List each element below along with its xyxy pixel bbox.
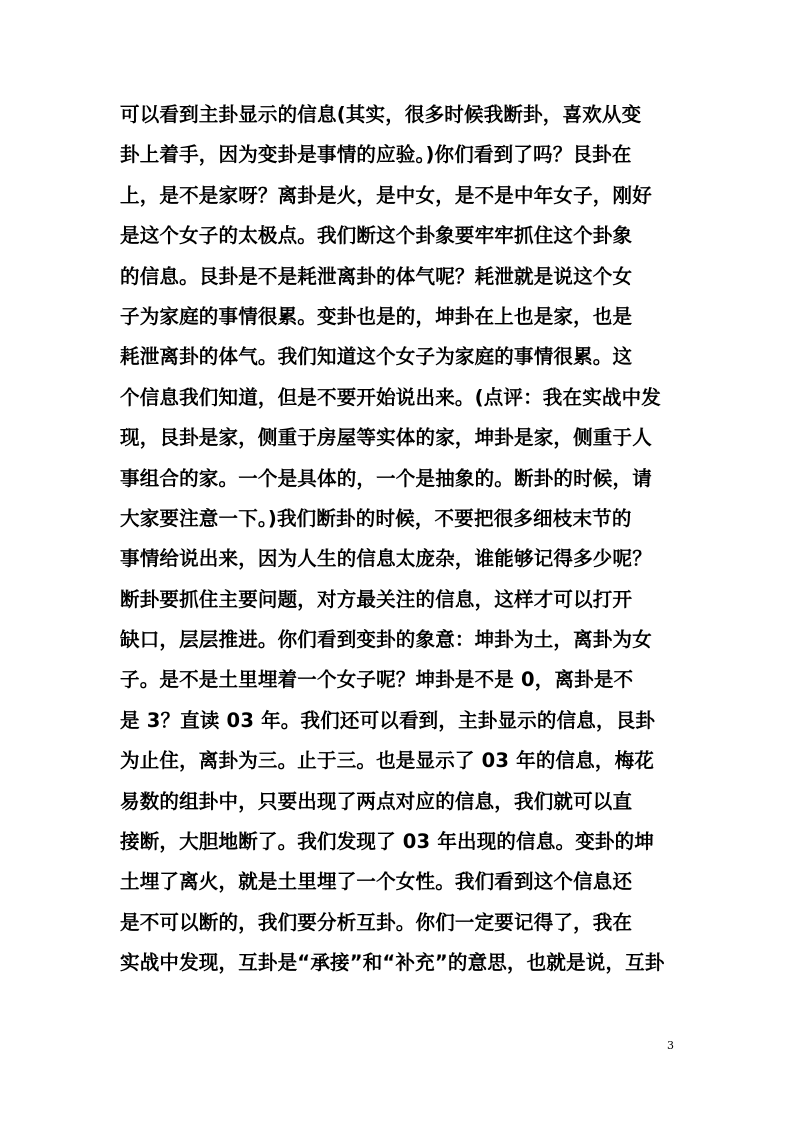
text-line-12: 事情给说出来，因为人生的信息太庞杂，谁能够记得多少呢？ — [120, 547, 652, 571]
text-line-10: 事组合的家。一个是具体的，一个是抽象的。断卦的时候，请 — [120, 466, 652, 490]
text-line-14: 缺口，层层推进。你们看到变卦的象意：坤卦为土，离卦为女 — [120, 628, 652, 652]
text-line-4: 是这个女子的太极点。我们断这个卦象要牢牢抓住这个卦象 — [120, 224, 633, 248]
text-line-2: 卦上着手，因为变卦是事情的应验。)你们看到了吗？艮卦在 — [120, 143, 632, 167]
text-line-3: 上，是不是家呀？离卦是火，是中女，是不是中年女子，刚好 — [120, 183, 652, 207]
text-line-20: 土埋了离火，就是土里埋了一个女性。我们看到这个信息还 — [120, 870, 633, 894]
body-text — [120, 95, 685, 984]
text-line-21: 是不可以断的，我们要分析互卦。你们一定要记得了，我在 — [120, 910, 633, 934]
text-line-17: 为止住，离卦为三。止于三。也是显示了 03 年的信息，梅花 — [120, 749, 655, 773]
text-line-18: 易数的组卦中，只要出现了两点对应的信息，我们就可以直 — [120, 789, 633, 813]
text-line-15: 子。是不是土里埋着一个女子呢？坤卦是不是 0，离卦是不 — [120, 668, 634, 692]
page-number: 3 — [667, 1039, 674, 1052]
text-line-8: 个信息我们知道，但是不要开始说出来。(点评：我在实战中发 — [120, 385, 662, 409]
text-line-9: 现，艮卦是家，侧重于房屋等实体的家，坤卦是家，侧重于人 — [120, 426, 652, 450]
text-line-7: 耗泄离卦的体气。我们知道这个女子为家庭的事情很累。这 — [120, 345, 633, 369]
text-line-16: 是 3？直读 03 年。我们还可以看到，主卦显示的信息，艮卦 — [120, 708, 656, 732]
text-line-22: 实战中发现，互卦是“承接”和“补充”的意思，也就是说，互卦 — [120, 951, 665, 975]
text-line-6: 子为家庭的事情很累。变卦也是的，坤卦在上也是家，也是 — [120, 304, 633, 328]
text-line-13: 断卦要抓住主要问题，对方最关注的信息，这样才可以打开 — [120, 587, 633, 611]
text-line-1: 可以看到主卦显示的信息(其实，很多时候我断卦，喜欢从变 — [120, 103, 642, 126]
text-line-19: 接断，大胆地断了。我们发现了 03 年出现的信息。变卦的坤 — [120, 830, 655, 854]
text-line-11: 大家要注意一下。)我们断卦的时候，不要把很多细枝末节的 — [120, 506, 632, 530]
text-line-5: 的信息。艮卦是不是耗泄离卦的体气呢？耗泄就是说这个女 — [120, 264, 633, 288]
